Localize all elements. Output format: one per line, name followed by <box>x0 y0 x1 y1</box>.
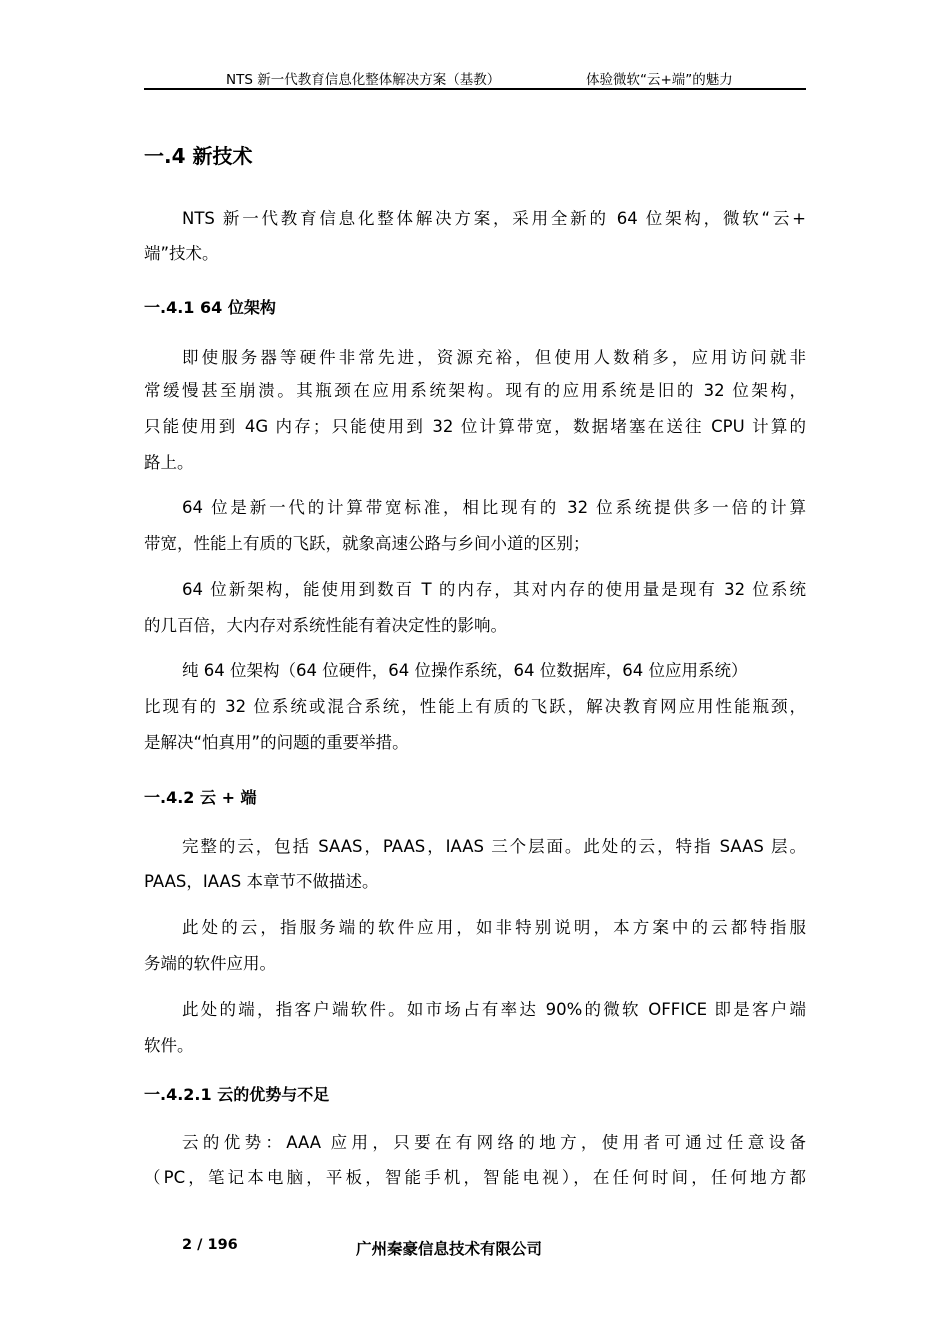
paragraph-line: 的几百倍，大内存对系统性能有着决定性的影响。 <box>144 616 507 635</box>
header-right-text: 体验微软“云+端”的魅力 <box>586 72 733 88</box>
paragraph-line: 64 位是新一代的计算带宽标准，相比现有的 32 位系统提供多一倍的计算 <box>182 498 806 517</box>
page-header <box>144 64 806 90</box>
paragraph-line: 务端的软件应用。 <box>144 954 276 973</box>
paragraph-line: 即使服务器等硬件非常先进，资源充裕，但使用人数稍多，应用访问就非 <box>182 348 806 367</box>
paragraph-line: 软件。 <box>144 1036 194 1055</box>
paragraph-line: 此处的云，指服务端的软件应用，如非特别说明，本方案中的云都特指服 <box>182 918 806 937</box>
section-heading-1-4: 一.4 新技术 <box>144 144 253 168</box>
page-number: 2 / 196 <box>182 1237 238 1253</box>
paragraph-line: （PC，笔记本电脑，平板，智能手机，智能电视），在任何时间，任何地方都 <box>144 1168 806 1187</box>
paragraph-line: 是解决“怕真用”的问题的重要举措。 <box>144 733 409 752</box>
paragraph-line: 常缓慢甚至崩溃。其瓶颈在应用系统架构。现有的应用系统是旧的 32 位架构， <box>144 381 806 400</box>
section-heading-1-4-2-1: 一.4.2.1 云的优势与不足 <box>144 1085 330 1104</box>
paragraph-line: PAAS，IAAS 本章节不做描述。 <box>144 872 379 891</box>
section-heading-1-4-2: 一.4.2 云 + 端 <box>144 788 257 807</box>
paragraph-line: 64 位新架构，能使用到数百 T 的内存，其对内存的使用量是现有 32 位系统 <box>182 580 806 599</box>
paragraph-line: 云的优势：AAA 应用，只要在有网络的地方，使用者可通过任意设备 <box>182 1133 806 1152</box>
paragraph-line: 只能使用到 4G 内存；只能使用到 32 位计算带宽，数据堵塞在送往 CPU 计算的 <box>144 417 806 436</box>
section-heading-1-4-1: 一.4.1 64 位架构 <box>144 298 276 317</box>
paragraph-line: NTS 新一代教育信息化整体解决方案，采用全新的 64 位架构，微软“云+ <box>182 209 806 228</box>
paragraph-line: 纯 64 位架构（64 位硬件，64 位操作系统，64 位数据库，64 位应用系统） <box>182 661 748 680</box>
paragraph-line: 路上。 <box>144 453 194 472</box>
paragraph-line: 端”技术。 <box>144 244 219 263</box>
paragraph-line: 比现有的 32 位系统或混合系统，性能上有质的飞跃，解决教育网应用性能瓶颈， <box>144 697 806 716</box>
paragraph-line: 此处的端，指客户端软件。如市场占有率达 90%的微软 OFFICE 即是客户端 <box>182 1000 806 1019</box>
paragraph-line: 带宽，性能上有质的飞跃，就象高速公路与乡间小道的区别； <box>144 534 590 553</box>
footer-company-name: 广州秦豪信息技术有限公司 <box>356 1240 543 1258</box>
paragraph-line: 完整的云，包括 SAAS，PAAS，IAAS 三个层面。此处的云，特指 SAAS 层。 <box>182 837 806 856</box>
header-left-text: NTS 新一代教育信息化整体解决方案（基教） <box>226 72 501 88</box>
